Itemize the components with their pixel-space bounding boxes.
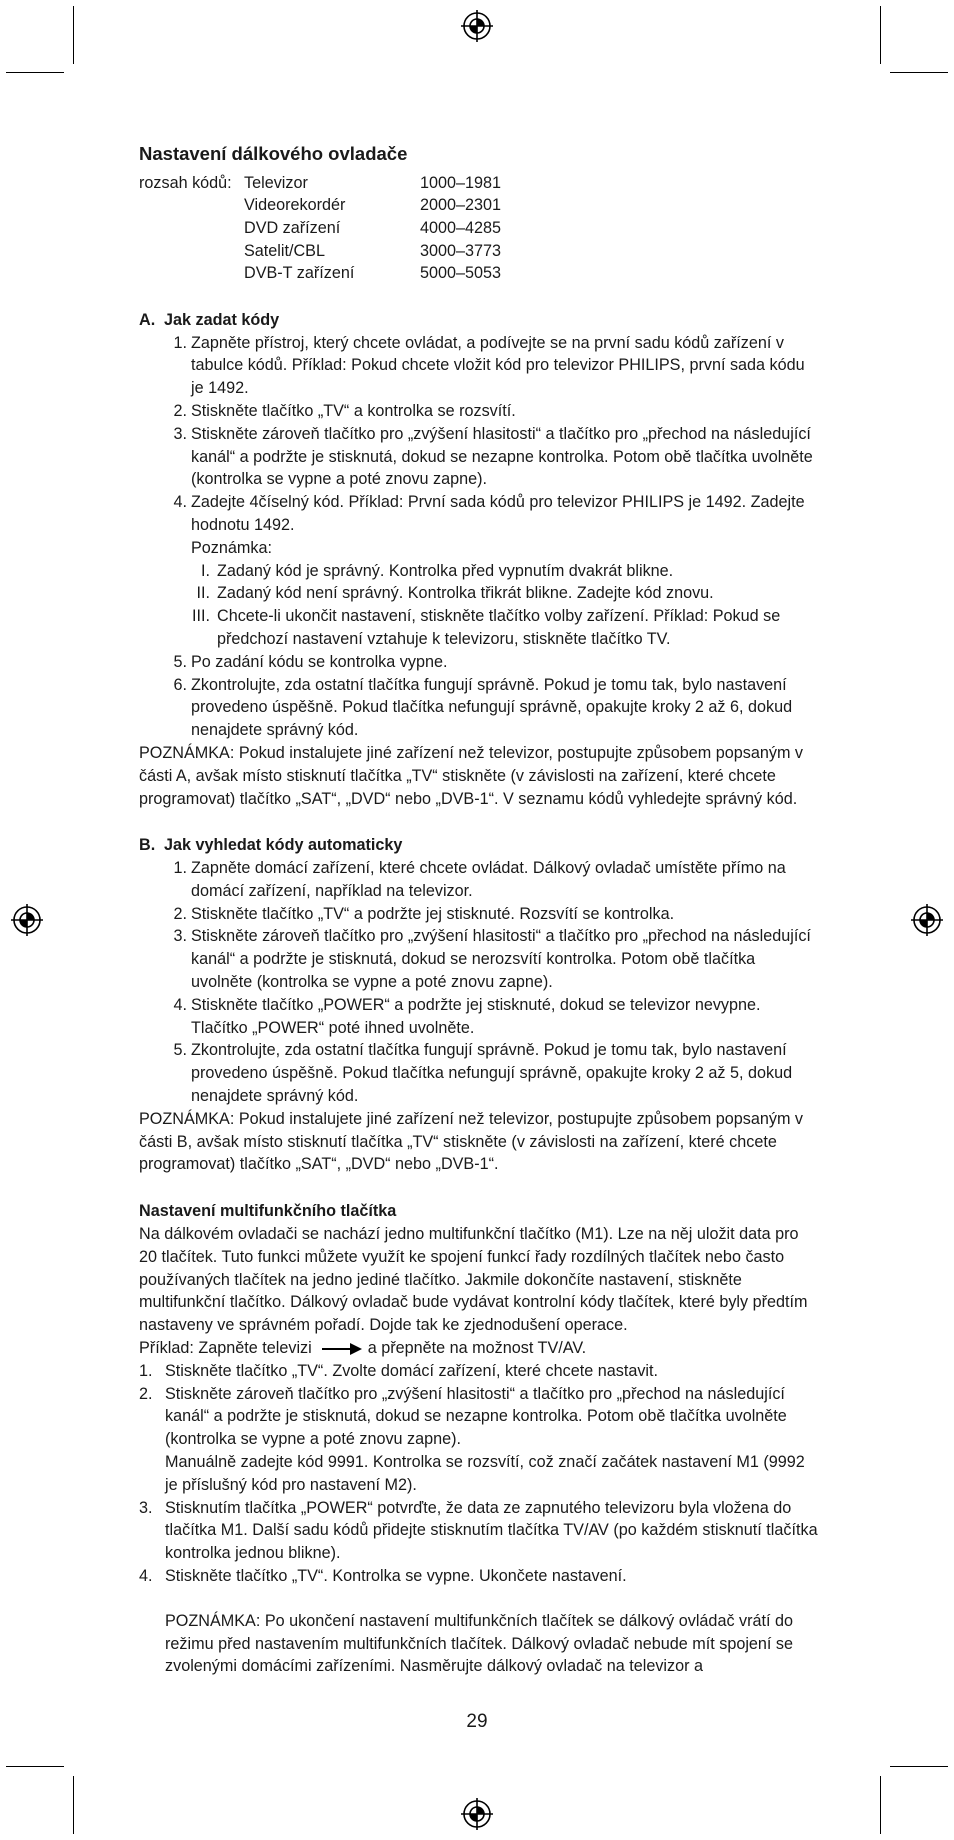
page-content (139, 143, 819, 1678)
list-item: I. Zadaný kód je správný. Kontrolka před vypnutím dvakrát blikne. (201, 561, 674, 580)
arrow-right-icon (322, 1343, 362, 1355)
section-title: Jak zadat kódy (164, 310, 280, 329)
list-item: 1. Zapněte domácí zařízení, které chcete ovládat. Dálkový ovladač umístěte přímo na domácí zařízení, například na televizor. (173, 859, 786, 900)
section-b-note: POZNÁMKA: Pokud instalujete jiné zařízení než televizor, postupujte způsobem popsaným v části B, avšak místo stisknutí tlačítka „TV“ stiskněte (v závislosti na zařízení, které chcete programovat) tlačítko „SAT“, „DVD“ nebo „DVB-1“. (139, 1109, 804, 1174)
crop-mark-bottom-left-h (6, 1766, 64, 1767)
section-b-steps (139, 857, 819, 1108)
registration-mark-icon (11, 904, 43, 936)
list-item: 4. Zadejte 4číselný kód. Příklad: První sada kódů pro televizor PHILIPS je 1492. Zadejte hodnotu 1492. Poznámka: I. Zadaný kód je správný. Kontrolka před vypnutím dvakrát blikne. II. Zadaný kód není správný. Kontrolka třikrát blikne. Zadejte kód znovu. III. Chcete-li ukončit nastavení, stiskněte tlačítko volby zařízení. Příklad: Pokud se předchozí nastavení vztahuje k televizoru, stiskněte tlačítko TV. (165, 491, 819, 651)
page-number: 29 (466, 1711, 488, 1732)
list-item: 3. Stisknutím tlačítka „POWER“ potvrďte, že data ze zapnutého televizoru byla vložena do tlačítka M1. Další sadu kódů přidejte stisknutím tlačítka TV/AV (po každém stisknutí tlačítka kontrolka jednou blikne). (139, 1498, 818, 1563)
list-item: II. Zadaný kód není správný. Kontrolka třikrát blikne. Zadejte kód znovu. (196, 584, 714, 603)
list-item: III. Chcete-li ukončit nastavení, stiskněte tlačítko volby zařízení. Příklad: Pokud se předchozí nastavení vztahuje k televizoru, stiskněte tlačítko TV. (192, 607, 781, 648)
registration-mark-icon (461, 1798, 493, 1830)
section-letter: A. (139, 310, 156, 329)
list-item: 4. Stiskněte tlačítko „TV“. Kontrolka se vypne. Ukončete nastavení. (139, 1567, 627, 1585)
registration-mark-icon (911, 904, 943, 936)
code-range-table (139, 172, 819, 285)
page-title: Nastavení dálkového ovladače (139, 143, 408, 164)
list-item: 5. Po zadání kódu se kontrolka vypne. (173, 652, 448, 671)
list-item: 5. Zkontrolujte, zda ostatní tlačítka fungují správně. Pokud je tomu tak, bylo nastavení provedeno úspěšně. Pokud tlačítka nefungují správně, opakujte kroky 2 až 5, dokud nenajdete správný kód. (173, 1041, 793, 1106)
code-range-value: 3000–3773 (420, 241, 502, 260)
example-text: a přepněte na možnost TV/AV. (367, 1339, 587, 1358)
crop-mark-top-right-h (890, 72, 948, 73)
list-item: 4. Stiskněte tlačítko „POWER“ a podržte jej stisknuté, dokud se televizor nevypne. Tlačítko „POWER“ poté ihned uvolněte. (173, 995, 761, 1037)
section-b-heading (139, 834, 819, 857)
list-item: 2. Stiskněte tlačítko „TV“ a podržte jej stisknuté. Rozsvítí se kontrolka. (173, 904, 675, 923)
multifunction-example (139, 1337, 819, 1360)
crop-mark-top-left-h (6, 72, 64, 73)
list-item: 3. Stiskněte zároveň tlačítko pro „zvýšení hlasitosti“ a tlačítko pro „přechod na následující kanál“ a podržte je stisknutá, dokud se nerozsvítí kontrolka. Potom obě tlačítka uvolněte (kontrolka se vypne a poté znovu zapne). (173, 927, 811, 992)
note-label: Poznámka: (191, 538, 272, 557)
multifunction-intro: Na dálkovém ovladači se nachází jedno multifunkční tlačítko (M1). Lze na něj uložit data pro 20 tlačítek. Tuto funkci můžete využít ke spojení funkcí řady rozdílných tlačítek nebo často používaných tlačítek na jedno jediné tlačítko. Jakmile dokončíte nastavení, stiskněte multifunkční tlačítko. Dálkový ovladač bude vydávat kontrolní kódy tlačítek, které byly předtím nastaveny ve správném pořadí. Dojde tak ke zjednodušení operace. (139, 1225, 808, 1335)
section-a-note: POZNÁMKA: Pokud instalujete jiné zařízení než televizor, postupujte způsobem popsaným v části A, avšak místo stisknutí tlačítka „TV“ stiskněte (v závislosti na zařízení, které chcete programovat) tlačítko „SAT“, „DVD“ nebo „DVB-1“. V seznamu kódů vyhledejte správný kód. (139, 743, 804, 808)
list-item: 6. Zkontrolujte, zda ostatní tlačítka fungují správně. Pokud je tomu tak, bylo nastavení provedeno úspěšně. Pokud tlačítka nefungují správně, opakujte kroky 2 až 6, dokud nenajdete správný kód. (173, 675, 793, 740)
code-range-value: 2000–2301 (420, 196, 502, 215)
device-name: Videorekordér (244, 196, 346, 215)
section-title: Jak vyhledat kódy automaticky (164, 836, 403, 855)
device-name: DVD zařízení (244, 218, 341, 237)
section-letter: B. (139, 836, 156, 855)
list-item: 1. Stiskněte tlačítko „TV“. Zvolte domácí zařízení, které chcete nastavit. (139, 1361, 659, 1380)
code-range-value: 4000–4285 (420, 218, 502, 237)
device-name: DVB-T zařízení (244, 264, 355, 283)
list-item: 2. Stiskněte tlačítko „TV“ a kontrolka se rozsvítí. (173, 401, 516, 420)
multifunction-note: POZNÁMKA: Po ukončení nastavení multifunkčních tlačítek se dálkový ovládač vrátí do režimu před nastavením multifunkčních tlačítek. Dálkový ovladač nebude mít spojení se zvolenými domácími zařízeními. Nasměrujte dálkový ovladač na televizor a (165, 1611, 794, 1676)
device-name: Televizor (244, 173, 308, 192)
list-item: 1. Zapněte přístroj, který chcete ovládat, a podívejte se na první sadu kódů zařízení v tabulce kódů. Příklad: Pokud chcete vložit kód pro televizor PHILIPS, první sada kódu je 1492. (173, 333, 805, 398)
crop-mark-bottom-right-v (880, 1776, 881, 1834)
section-a-heading (139, 309, 819, 332)
registration-mark-icon (461, 10, 493, 42)
code-range-label: rozsah kódů: (139, 173, 232, 192)
crop-mark-bottom-left-v (73, 1776, 74, 1834)
section-a-steps (139, 332, 819, 742)
crop-mark-bottom-right-h (890, 1766, 948, 1767)
list-item: 3. Stiskněte zároveň tlačítko pro „zvýšení hlasitosti“ a tlačítko pro „přechod na následující kanál“ a podržte je stisknutá, dokud se nezapne kontrolka. Potom obě tlačítka uvolněte (kontrolka se vypne a poté znovu zapne). (173, 424, 813, 489)
device-name: Satelit/CBL (244, 241, 325, 260)
list-item: 2. Stiskněte zároveň tlačítko pro „zvýšení hlasitosti“ a tlačítko pro „přechod na následující kanál“ a podržte je stisknutá, dokud se nezapne kontrolka. Potom obě tlačítka uvolněte (kontrolka se vypne a poté znovu zapne). Manuálně zadejte kód 9991. Kontrolka se rozsvítí, což značí začátek nastavení M1 (9992 je příslušný kód pro nastavení M2). (139, 1384, 805, 1494)
code-range-value: 1000–1981 (420, 173, 502, 192)
crop-mark-top-right-v (880, 6, 881, 64)
code-range-value: 5000–5053 (420, 264, 502, 283)
crop-mark-top-left-v (73, 6, 74, 64)
note-sublist (191, 560, 819, 651)
multifunction-heading: Nastavení multifunkčního tlačítka (139, 1202, 397, 1221)
example-text: Příklad: Zapněte televizi (139, 1339, 312, 1358)
multifunction-steps (139, 1360, 819, 1588)
